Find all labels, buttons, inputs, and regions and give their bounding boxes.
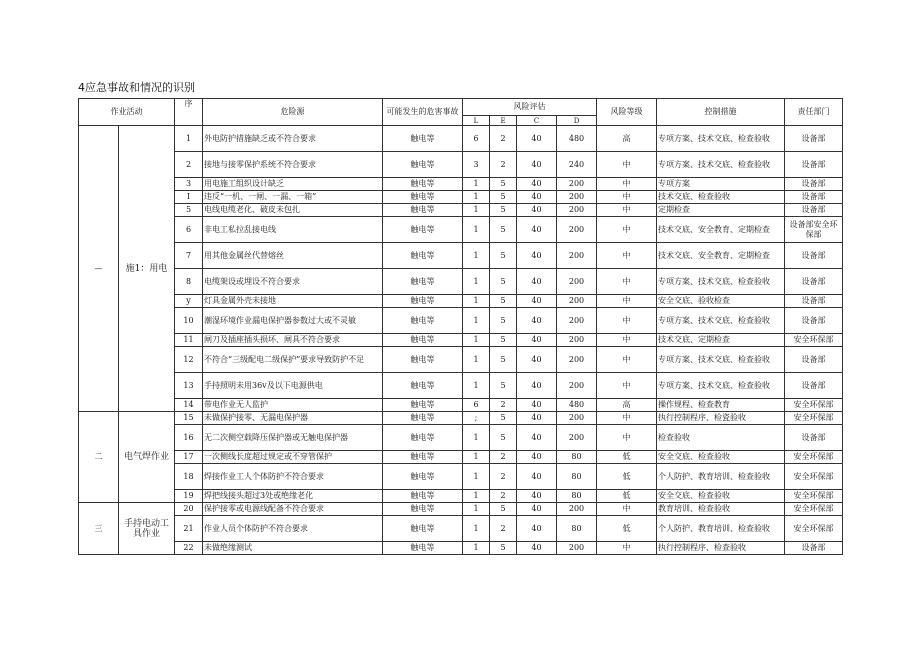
row-seq: 2 — [175, 152, 203, 178]
row-hazard: 闸刀及插座插头损坏、闸具不符合要求 — [203, 334, 383, 347]
row-dept: 设备部 — [785, 295, 843, 308]
row-dept: 设备部 — [785, 204, 843, 217]
row-accident: 触电等 — [383, 308, 463, 334]
row-dept: 设备部 — [785, 425, 843, 451]
table-row — [79, 464, 843, 490]
row-control: 专项方案、技术交底、检查验收 — [657, 269, 785, 295]
row-d: 200 — [557, 542, 597, 555]
row-c: 40 — [517, 425, 557, 451]
row-risk-level: 中 — [597, 542, 657, 555]
row-e: 2 — [490, 516, 517, 542]
row-risk-level: 低 — [597, 516, 657, 542]
header-risk-eval: 风险评估 — [463, 99, 597, 116]
group-activity-name: 施1：用电 — [119, 126, 175, 412]
row-risk-level: 中 — [597, 204, 657, 217]
row-e: 5 — [490, 178, 517, 191]
row-hazard: 一次侧线长度超过规定或不穿管保护 — [203, 451, 383, 464]
row-c: 40 — [517, 308, 557, 334]
row-hazard: 用电施工组织设计缺乏 — [203, 178, 383, 191]
row-hazard: 潮湿环境作业漏电保护器参数过大或不灵敏 — [203, 308, 383, 334]
row-d: 200 — [557, 412, 597, 425]
row-hazard: 用其他金属丝代替熔丝 — [203, 243, 383, 269]
row-c: 40 — [517, 412, 557, 425]
row-l: 1 — [463, 334, 490, 347]
table-row — [79, 373, 843, 399]
row-hazard: 非电工私拉乱接电线 — [203, 217, 383, 243]
row-risk-level: 中 — [597, 217, 657, 243]
row-c: 40 — [517, 373, 557, 399]
row-l: 1 — [463, 373, 490, 399]
row-l: 1 — [463, 503, 490, 516]
risk-identification-table — [78, 98, 843, 555]
row-risk-level: 中 — [597, 269, 657, 295]
row-e: 5 — [490, 347, 517, 373]
row-c: 40 — [517, 269, 557, 295]
row-accident: 触电等 — [383, 464, 463, 490]
row-dept: 设备部 — [785, 373, 843, 399]
row-control: 专项方案 — [657, 178, 785, 191]
header-control: 控制措施 — [657, 99, 785, 126]
row-hazard: 作业人员个体防护不符合要求 — [203, 516, 383, 542]
row-accident: 触电等 — [383, 152, 463, 178]
row-hazard: 焊接作业工人个体防护不符合要求 — [203, 464, 383, 490]
row-seq: 5 — [175, 204, 203, 217]
row-accident: 触电等 — [383, 399, 463, 412]
row-accident: 触电等 — [383, 295, 463, 308]
row-c: 40 — [517, 399, 557, 412]
row-seq: 18 — [175, 464, 203, 490]
row-dept: 安全环保部 — [785, 490, 843, 503]
row-dept: 设备部 — [785, 191, 843, 204]
row-dept: 安全环保部 — [785, 451, 843, 464]
row-control: 定期检查 — [657, 204, 785, 217]
row-risk-level: 高 — [597, 126, 657, 152]
header-risk-level: 风险等级 — [597, 99, 657, 126]
row-e: 2 — [490, 464, 517, 490]
table-row — [79, 217, 843, 243]
row-dept: 安全环保部 — [785, 399, 843, 412]
row-dept: 设备部 — [785, 269, 843, 295]
row-accident: 触电等 — [383, 503, 463, 516]
row-l: 1 — [463, 191, 490, 204]
row-control: 专项方案、技术交底、检查验收 — [657, 347, 785, 373]
row-accident: 触电等 — [383, 204, 463, 217]
row-l: 1 — [463, 295, 490, 308]
row-d: 200 — [557, 178, 597, 191]
row-hazard: 带电作业无人监护 — [203, 399, 383, 412]
row-seq: 8 — [175, 269, 203, 295]
row-control: 执行控制程序、检查验收 — [657, 542, 785, 555]
row-d: 80 — [557, 464, 597, 490]
row-e: 2 — [490, 152, 517, 178]
row-c: 40 — [517, 191, 557, 204]
row-c: 40 — [517, 295, 557, 308]
row-risk-level: 中 — [597, 295, 657, 308]
row-risk-level: 低 — [597, 451, 657, 464]
table-row — [79, 334, 843, 347]
row-seq: I — [175, 191, 203, 204]
row-hazard: 违反“一机、一闸、一漏、一箱” — [203, 191, 383, 204]
row-risk-level: 低 — [597, 464, 657, 490]
row-risk-level: 中 — [597, 178, 657, 191]
row-e: 5 — [490, 295, 517, 308]
row-accident: 触电等 — [383, 191, 463, 204]
row-c: 40 — [517, 204, 557, 217]
row-d: 80 — [557, 490, 597, 503]
row-seq: 22 — [175, 542, 203, 555]
row-hazard: 灯具金属外壳未接地 — [203, 295, 383, 308]
row-l: 1 — [463, 490, 490, 503]
table-row — [79, 399, 843, 412]
table-row — [79, 178, 843, 191]
row-control: 安全交底、验收检查 — [657, 295, 785, 308]
row-d: 80 — [557, 451, 597, 464]
row-control: 个人防护、教育培训、检查验收 — [657, 464, 785, 490]
row-control: 个人防护、教育培训、检查验收 — [657, 516, 785, 542]
row-seq: 15 — [175, 412, 203, 425]
row-d: 200 — [557, 503, 597, 516]
row-control: 操作规程、检查教育 — [657, 399, 785, 412]
row-hazard: 未做保护接零、无漏电保护器 — [203, 412, 383, 425]
row-control: 安全交底、检查验收 — [657, 490, 785, 503]
row-d: 200 — [557, 204, 597, 217]
row-risk-level: 中 — [597, 347, 657, 373]
row-accident: 触电等 — [383, 269, 463, 295]
row-c: 40 — [517, 347, 557, 373]
row-d: 480 — [557, 126, 597, 152]
row-c: 40 — [517, 516, 557, 542]
row-e: 5 — [490, 425, 517, 451]
group-index: 二 — [79, 412, 119, 503]
row-l: 1 — [463, 178, 490, 191]
row-c: 40 — [517, 334, 557, 347]
table-row — [79, 295, 843, 308]
row-l: 1 — [463, 425, 490, 451]
row-accident: 触电等 — [383, 347, 463, 373]
row-hazard: 手持照明未用36v及以下电源供电 — [203, 373, 383, 399]
row-hazard: 外电防护措施缺乏或不符合要求 — [203, 126, 383, 152]
row-control: 教育培训、检查验收 — [657, 503, 785, 516]
row-c: 40 — [517, 542, 557, 555]
row-e: 2 — [490, 399, 517, 412]
row-dept: 设备部 — [785, 347, 843, 373]
row-seq: 19 — [175, 490, 203, 503]
row-d: 240 — [557, 152, 597, 178]
row-risk-level: 中 — [597, 152, 657, 178]
row-risk-level: 中 — [597, 243, 657, 269]
row-dept: 设备部 — [785, 126, 843, 152]
header-activity: 作业活动 — [79, 99, 175, 126]
row-seq: 12 — [175, 347, 203, 373]
row-control: 专项方案、技术交底、检查验收 — [657, 152, 785, 178]
header-c: C — [517, 116, 557, 126]
table-row — [79, 412, 843, 425]
header-seq: 序 — [175, 99, 203, 126]
row-dept: 安全环保部 — [785, 334, 843, 347]
row-l: 1 — [463, 542, 490, 555]
row-c: 40 — [517, 217, 557, 243]
row-l: 1 — [463, 243, 490, 269]
row-l: 1 — [463, 269, 490, 295]
row-d: 200 — [557, 425, 597, 451]
header-hazard: 危险源 — [203, 99, 383, 126]
row-l: 6 — [463, 126, 490, 152]
row-dept: 设备部 — [785, 152, 843, 178]
row-dept: 设备部 — [785, 542, 843, 555]
row-d: 200 — [557, 243, 597, 269]
row-c: 40 — [517, 451, 557, 464]
row-hazard: 电线电缆老化、破皮未包扎 — [203, 204, 383, 217]
row-l: 1 — [463, 516, 490, 542]
row-l: 3 — [463, 152, 490, 178]
row-l: 1 — [463, 217, 490, 243]
row-d: 200 — [557, 308, 597, 334]
table-row — [79, 308, 843, 334]
row-dept: 安全环保部 — [785, 503, 843, 516]
row-control: 执行控制程序、检瓷验收 — [657, 412, 785, 425]
row-seq: 3 — [175, 178, 203, 191]
row-seq: 6 — [175, 217, 203, 243]
table-row — [79, 152, 843, 178]
row-seq: 1 — [175, 126, 203, 152]
row-risk-level: 中 — [597, 308, 657, 334]
row-seq: 7 — [175, 243, 203, 269]
table-row — [79, 243, 843, 269]
row-e: 2 — [490, 451, 517, 464]
row-accident: 触电等 — [383, 451, 463, 464]
header-dept: 责任部门 — [785, 99, 843, 126]
row-control: 技术交底、定期检查 — [657, 334, 785, 347]
row-accident: 触电等 — [383, 126, 463, 152]
group-index: 三 — [79, 503, 119, 555]
row-control: 检查验收 — [657, 425, 785, 451]
row-dept: 安全环保部 — [785, 412, 843, 425]
row-control: 技术交底、安全教育、定期检查 — [657, 217, 785, 243]
row-l: 1 — [463, 451, 490, 464]
row-d: 200 — [557, 191, 597, 204]
table-row — [79, 126, 843, 152]
row-d: 80 — [557, 516, 597, 542]
table-row — [79, 490, 843, 503]
row-accident: 触电等 — [383, 542, 463, 555]
row-c: 40 — [517, 178, 557, 191]
row-hazard: 无二次侧空载降压保护器或无触电保护器 — [203, 425, 383, 451]
row-risk-level: 中 — [597, 334, 657, 347]
row-l: 1 — [463, 464, 490, 490]
row-risk-level: 中 — [597, 191, 657, 204]
row-e: 5 — [490, 373, 517, 399]
row-c: 40 — [517, 243, 557, 269]
row-e: 5 — [490, 191, 517, 204]
row-risk-level: 中 — [597, 503, 657, 516]
row-e: 5 — [490, 503, 517, 516]
row-c: 40 — [517, 490, 557, 503]
row-seq: 20 — [175, 503, 203, 516]
row-risk-level: 低 — [597, 490, 657, 503]
row-d: 200 — [557, 347, 597, 373]
row-hazard: 未做绝缘测试 — [203, 542, 383, 555]
row-e: 2 — [490, 126, 517, 152]
row-accident: 触电等 — [383, 178, 463, 191]
row-accident: 触电等 — [383, 373, 463, 399]
table-row — [79, 347, 843, 373]
row-seq: 13 — [175, 373, 203, 399]
row-control: 专项方案、技术交底、检查验收 — [657, 126, 785, 152]
row-hazard: 不符合“三级配电二级保护”要求导致防护不足 — [203, 347, 383, 373]
row-hazard: 焊把线接头超过3处或绝缘老化 — [203, 490, 383, 503]
row-d: 200 — [557, 373, 597, 399]
table-row — [79, 503, 843, 516]
header-l: L — [463, 116, 490, 126]
row-seq: 16 — [175, 425, 203, 451]
row-accident: 触电等 — [383, 490, 463, 503]
row-accident: 触电等 — [383, 412, 463, 425]
table-row — [79, 269, 843, 295]
row-accident: 触电等 — [383, 334, 463, 347]
row-dept: 设备部 — [785, 178, 843, 191]
row-dept: 安全环保部 — [785, 464, 843, 490]
row-e: 5 — [490, 243, 517, 269]
row-accident: 触电等 — [383, 425, 463, 451]
row-l: 1 — [463, 204, 490, 217]
row-e: 5 — [490, 217, 517, 243]
row-control: 专项方案、技术交底、检查验收 — [657, 308, 785, 334]
row-l: 6 — [463, 399, 490, 412]
table-row — [79, 451, 843, 464]
table-row — [79, 516, 843, 542]
row-e: 5 — [490, 542, 517, 555]
row-d: 200 — [557, 217, 597, 243]
table-row — [79, 191, 843, 204]
row-control: 专项方案、技术交底、检查验收 — [657, 373, 785, 399]
row-e: 5 — [490, 334, 517, 347]
group-activity-name: 手持电动工具作业 — [119, 503, 175, 555]
row-c: 40 — [517, 152, 557, 178]
row-seq: 11 — [175, 334, 203, 347]
table-body — [79, 126, 843, 555]
section-title: 4应急事故和情况的识别 — [78, 81, 195, 94]
row-dept: 设备部 — [785, 243, 843, 269]
row-e: 5 — [490, 204, 517, 217]
row-control: 技术交底、安全教育、定期检查 — [657, 243, 785, 269]
row-c: 40 — [517, 464, 557, 490]
row-hazard: 保护接零或电源线配备不符合要求 — [203, 503, 383, 516]
row-risk-level: 高 — [597, 399, 657, 412]
row-seq: 21 — [175, 516, 203, 542]
row-e: 5 — [490, 412, 517, 425]
header-e: E — [490, 116, 517, 126]
table-row — [79, 425, 843, 451]
header-d: D — [557, 116, 597, 126]
row-d: 200 — [557, 295, 597, 308]
row-c: 40 — [517, 126, 557, 152]
row-dept: 设备部 — [785, 308, 843, 334]
row-seq: 17 — [175, 451, 203, 464]
row-control: 安全交底、检查验收 — [657, 451, 785, 464]
row-d: 480 — [557, 399, 597, 412]
row-d: 200 — [557, 269, 597, 295]
row-dept: 安全环保部 — [785, 516, 843, 542]
row-control: 技术交底、检查验收 — [657, 191, 785, 204]
row-l: 1 — [463, 308, 490, 334]
row-accident: 触电等 — [383, 243, 463, 269]
row-risk-level: 中 — [597, 412, 657, 425]
row-seq: 10 — [175, 308, 203, 334]
group-index: — — [79, 126, 119, 412]
group-activity-name: 电气焊作业 — [119, 412, 175, 503]
row-d: 200 — [557, 334, 597, 347]
row-accident: 触电等 — [383, 516, 463, 542]
row-e: 2 — [490, 490, 517, 503]
row-c: 40 — [517, 503, 557, 516]
table-row — [79, 204, 843, 217]
row-hazard: 接地与接零保护系统不符合要求 — [203, 152, 383, 178]
row-risk-level: 中 — [597, 373, 657, 399]
row-e: 5 — [490, 269, 517, 295]
row-hazard: 电缆架设或埋设不符合要求 — [203, 269, 383, 295]
row-seq: 14 — [175, 399, 203, 412]
row-e: 5 — [490, 308, 517, 334]
row-dept: 设备部安全环保部 — [785, 217, 843, 243]
header-accident: 可能发生的危害事故 — [383, 99, 463, 126]
row-l: ; — [463, 412, 490, 425]
row-l: 1 — [463, 347, 490, 373]
row-risk-level: 中 — [597, 425, 657, 451]
table-row — [79, 542, 843, 555]
row-accident: 触电等 — [383, 217, 463, 243]
row-seq: y — [175, 295, 203, 308]
